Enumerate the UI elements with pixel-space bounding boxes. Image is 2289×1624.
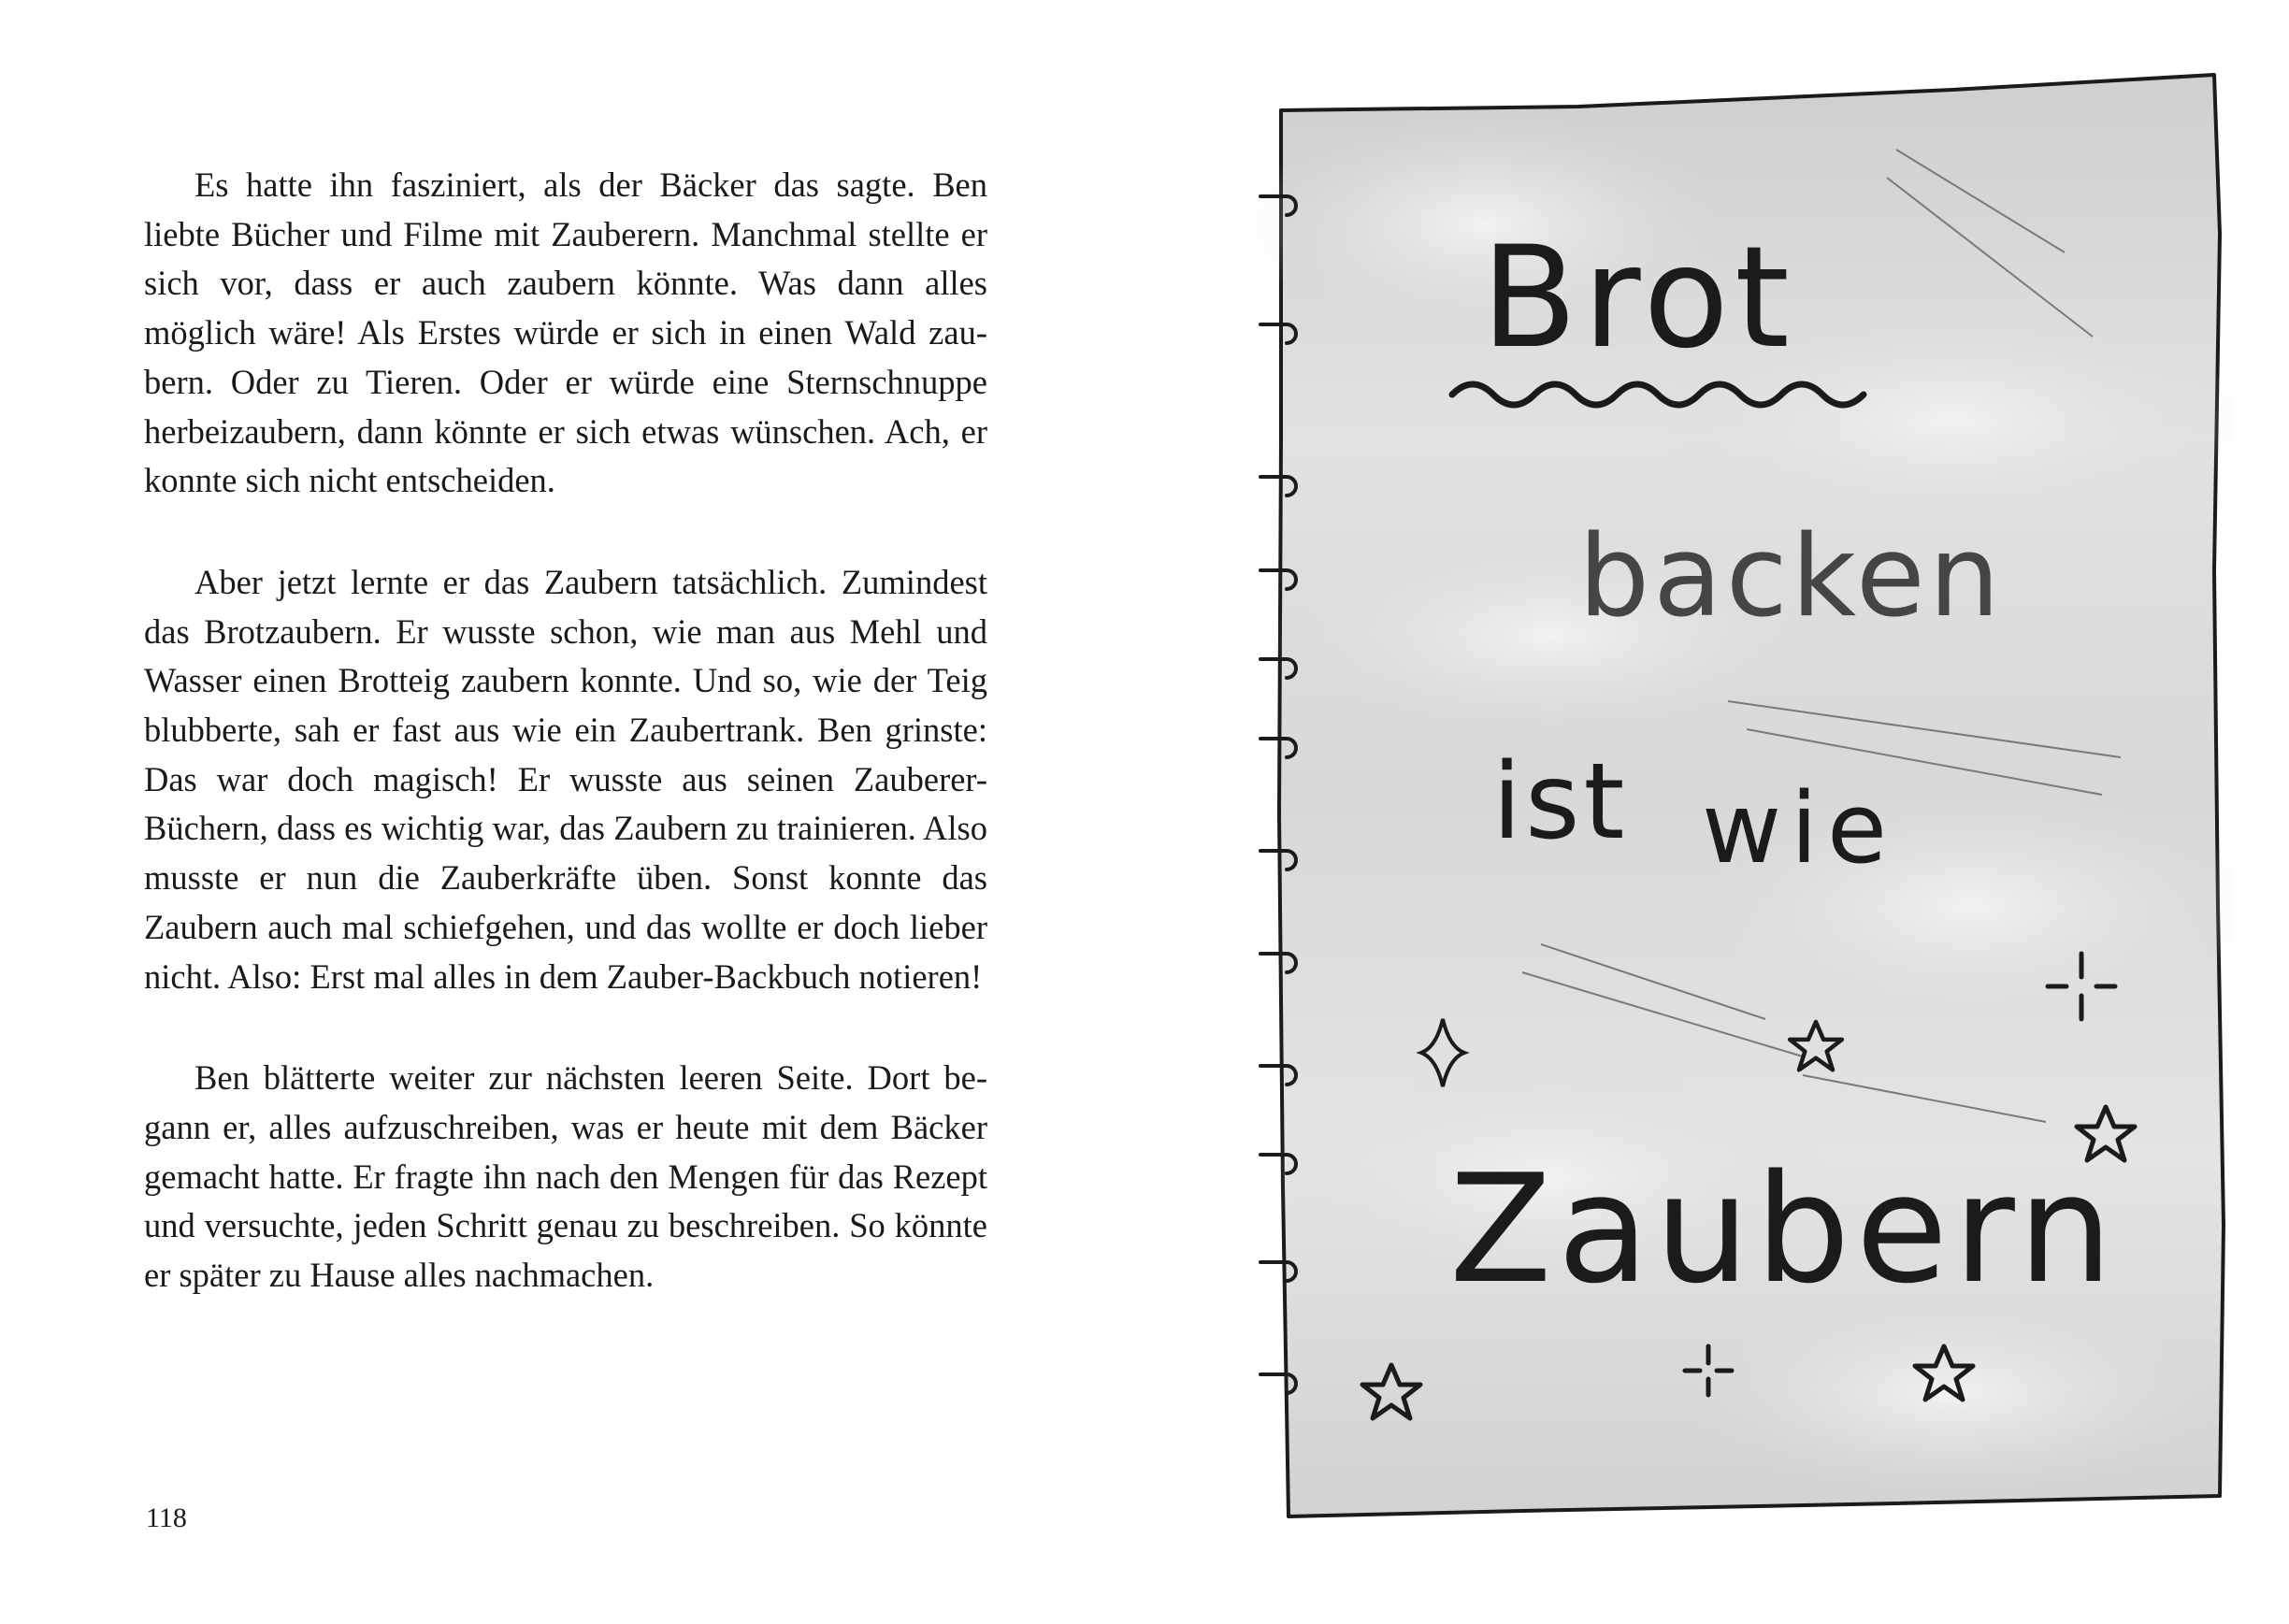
paragraph-3: Ben blätterte weiter zur nächsten leeren Seite. Dort begann er, alles aufzuschreiben, was er heute mit dem Bäcker gemacht hatte. Er fragte ihn nach den Mengen für das Rezept und versuchte, jeden Schritt genau zu beschreiben. So könnte er später zu Hause alles nachmachen. [144,1058,987,1295]
note-word-ist: ist [1492,741,1629,863]
paragraph-1: Es hatte ihn fasziniert, als der Bäcker das sagte. Ben liebte Bücher und Filme mit Zauberern. Manchmal stellte er sich vor, dass er auch zaubern könnte. Was dann alles möglich wäre! Als Erstes würde er sich in einen Wald zaubern. Oder zu Tieren. Oder er würde eine Sternschnuppe herbeizaubern, dann könnte er sich etwas wünschen. Ach, er konnte sich nicht entscheiden. [144,165,987,500]
note-word-brot: Brot [1481,217,1795,380]
note-word-wie: wie [1702,771,1896,885]
paragraph-2: Aber jetzt lernte er das Zaubern tatsächlich. Zumindest das Brotzaubern. Er wusste schon, wie man aus Mehl und Wasser einen Brotteig zaubern konnte. Und so, wie der Teig blubberte, sah er fast aus wie ein Zaubertrank. Ben grinste: Das war doch magisch! Er wusste aus seinen Zauberer-Büchern, dass es wichtig war, das Zaubern zu trainieren. Also musste er nun die Zauberkräfte üben. Sonst konnte das Zaubern auch mal schiefgehen, und das wollte er doch lieber nicht. Also: Erst mal alles in dem Zauber-Backbuch notieren! [144,562,987,996]
note-word-zaubern: Zaubern [1449,1142,2119,1316]
notebook-page-illustration [1242,65,2233,1531]
book-text-column [144,161,987,1353]
notebook-drawing [1242,65,2233,1531]
page-number: 118 [146,1502,187,1533]
note-word-backen: backen [1578,512,2004,642]
